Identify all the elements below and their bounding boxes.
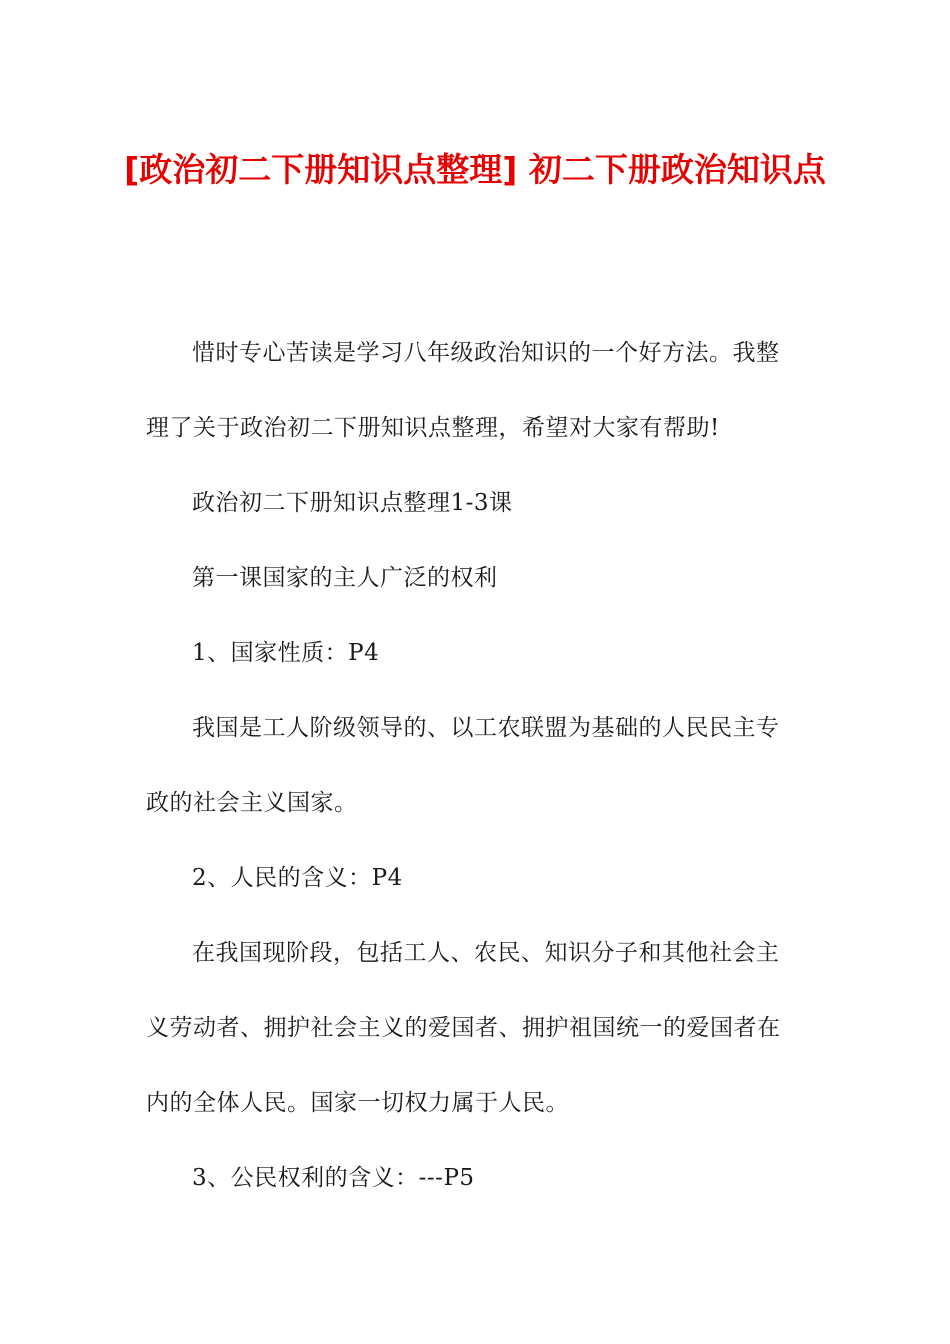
point-heading-1: 1、国家性质：P4	[192, 640, 380, 666]
lesson-heading: 第一课国家的主人广泛的权利	[192, 565, 498, 591]
point-heading-3: 3、公民权利的含义：---P5	[192, 1165, 475, 1191]
point-paragraph-1: 我国是工人阶级领导的、以工农联盟为基础的人民民主专政的社会主义国家。	[146, 715, 780, 816]
point-paragraph-2: 在我国现阶段，包括工人、农民、知识分子和其他社会主义劳动者、拥护社会主义的爱国者、拥护祖国统一的爱国者在内的全体人民。国家一切权力属于人民。	[146, 940, 781, 1116]
document-body	[146, 316, 800, 1216]
section-heading: 政治初二下册知识点整理1-3课	[192, 490, 513, 516]
document-title: [政治初二下册知识点整理] 初二下册政治知识点	[124, 150, 826, 189]
intro-paragraph: 惜时专心苦读是学习八年级政治知识的一个好方法。我整理了关于政治初二下册知识点整理，希望对大家有帮助!	[146, 340, 780, 441]
point-heading-2: 2、人民的含义：P4	[192, 865, 403, 891]
